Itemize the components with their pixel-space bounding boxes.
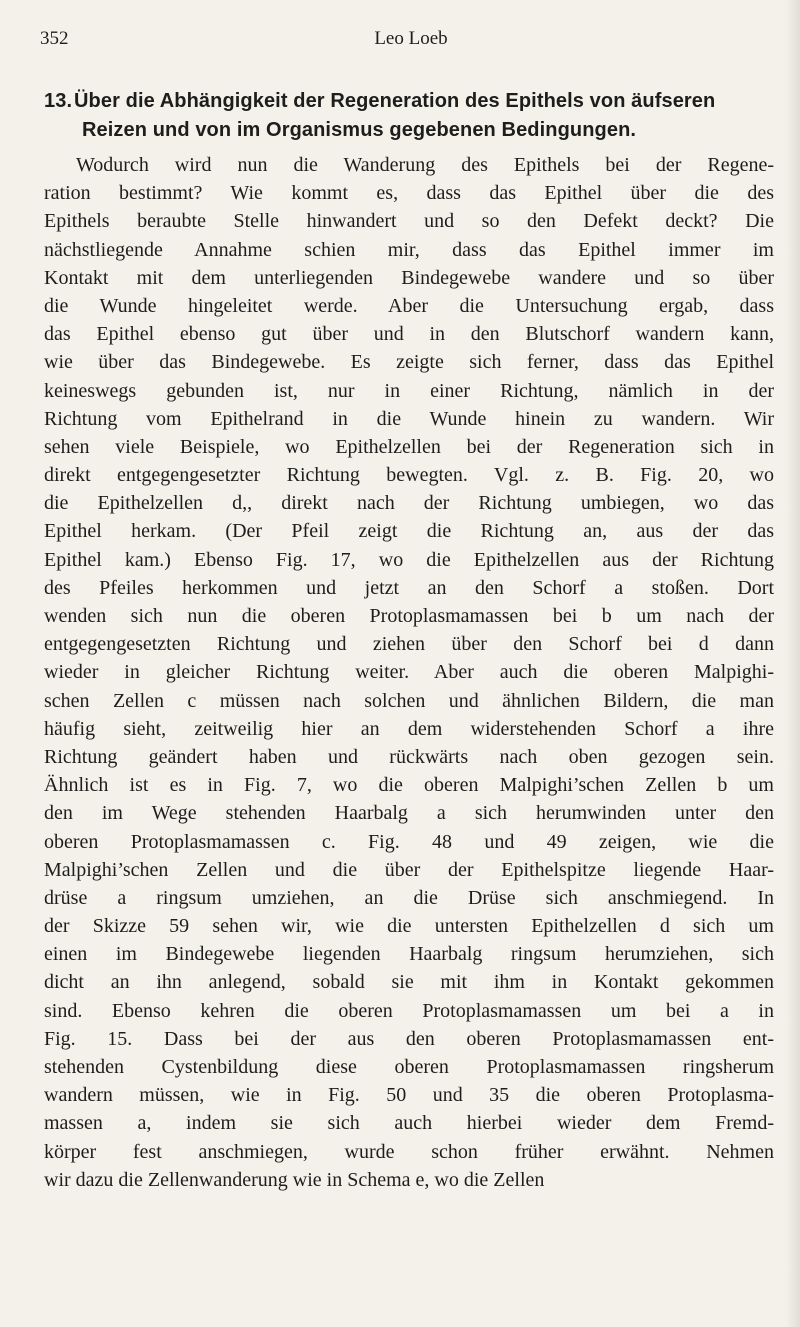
text-line: drüse a ringsum umziehen, an die Drüse sich anschmiegend. In [44,886,774,909]
page-number: 352 [40,28,69,49]
text-line: wenden sich nun die oberen Protoplasmamassen bei b um nach der [44,605,774,627]
text-line: die Epithelzellen d,, direkt nach der Richtung umbiegen, wo das [44,492,774,515]
text-line: Epithel herkam. (Der Pfeil zeigt die Richtung an, aus der das [44,520,774,543]
text-line: das Epithel ebenso gut über und in den Blutschorf wandern kann, [44,323,774,346]
text-line: häufig sieht, zeitweilig hier an dem widerstehenden Schorf a ihre [44,717,774,740]
text-line: oberen Protoplasmamassen c. Fig. 48 und 49 zeigen, wie die [44,830,774,853]
text-line: wir dazu die Zellenwanderung wie in Schema e, wo die Zellen [44,1168,545,1191]
text-line: ration bestimmt? Wie kommt es, dass das Epithel über die des [44,182,774,205]
text-line: körper fest anschmiegen, wurde schon früher erwähnt. Nehmen [44,1140,774,1163]
text-line: Richtung vom Epithelrand in die Wunde hinein zu wandern. Wir [44,407,774,430]
text-line: dicht an ihn anlegend, sobald sie mit ihm in Kontakt gekommen [44,971,774,994]
text-line: nächstliegende Annahme schien mir, dass das Epithel immer im [44,238,774,261]
text-line: sind. Ebenso kehren die oberen Protoplasmamassen um bei a in [44,999,774,1022]
text-line: die Wunde hingeleitet werde. Aber die Untersuchung ergab, dass [44,294,774,317]
text-line: Epithels beraubte Stelle hinwandert und so den Defekt deckt? Die [44,210,774,233]
running-header [40,28,782,54]
text-line: wie über das Bindegewebe. Es zeigte sich ferner, dass das Epithel [44,351,774,374]
text-line: massen a, indem sie sich auch hierbei wieder dem Fremd- [44,1112,774,1135]
text-line: der Skizze 59 sehen wir, wie die untersten Epithelzellen d sich um [44,915,774,938]
text-line: stehenden Cystenbildung diese oberen Protoplasmamassen ringsherum [44,1056,774,1078]
text-line: Malpighi’schen Zellen und die über der Epithelspitze liegende Haar- [44,858,774,881]
section-title-line-1: Über die Abhängigkeit der Regeneration des Epithels von äufseren [74,90,716,112]
page-edge-shadow [786,0,800,1327]
running-head-author: Leo Loeb [374,28,448,49]
text-line: direkt entgegengesetzter Richtung bewegten. Vgl. z. B. Fig. 20, wo [44,464,774,487]
book-page [40,0,782,1327]
text-line: einen im Bindegewebe liegenden Haarbalg ringsum herumziehen, sich [44,943,774,966]
text-line: wandern müssen, wie in Fig. 50 und 35 die oberen Protoplasma- [44,1084,774,1107]
text-line: des Pfeiles herkommen und jetzt an den Schorf a stoßen. Dort [44,576,774,599]
text-line: Ähnlich ist es in Fig. 7, wo die oberen Malpighi’schen Zellen b um [44,774,774,797]
section-title-line-2: Reizen und von im Organismus gegebenen Bedingungen. [82,119,637,141]
text-line: den im Wege stehenden Haarbalg a sich herumwinden unter den [44,802,774,825]
text-line: Fig. 15. Dass bei der aus den oberen Protoplasmamassen ent- [44,1027,774,1050]
text-line: Kontakt mit dem unterliegenden Bindegewebe wandere und so über [44,266,774,289]
text-line: keineswegs gebunden ist, nur in einer Richtung, nämlich in der [44,379,774,402]
section-number: 13. [44,90,73,112]
text-line: entgegengesetzten Richtung und ziehen über den Schorf bei d dann [44,633,774,656]
body-paragraph [44,151,774,1194]
text-line: sehen viele Beispiele, wo Epithelzellen bei der Regeneration sich in [44,435,774,458]
text-line: Richtung geändert haben und rückwärts nach oben gezogen sein. [44,745,774,768]
text-line: Epithel kam.) Ebenso Fig. 17, wo die Epithelzellen aus der Richtung [44,548,774,571]
section-heading [44,87,780,145]
text-line: schen Zellen c müssen nach solchen und ähnlichen Bildern, die man [44,689,774,712]
text-line: Wodurch wird nun die Wanderung des Epithels bei der Regene- [76,154,774,176]
text-line: wieder in gleicher Richtung weiter. Aber auch die oberen Malpighi- [44,661,774,684]
